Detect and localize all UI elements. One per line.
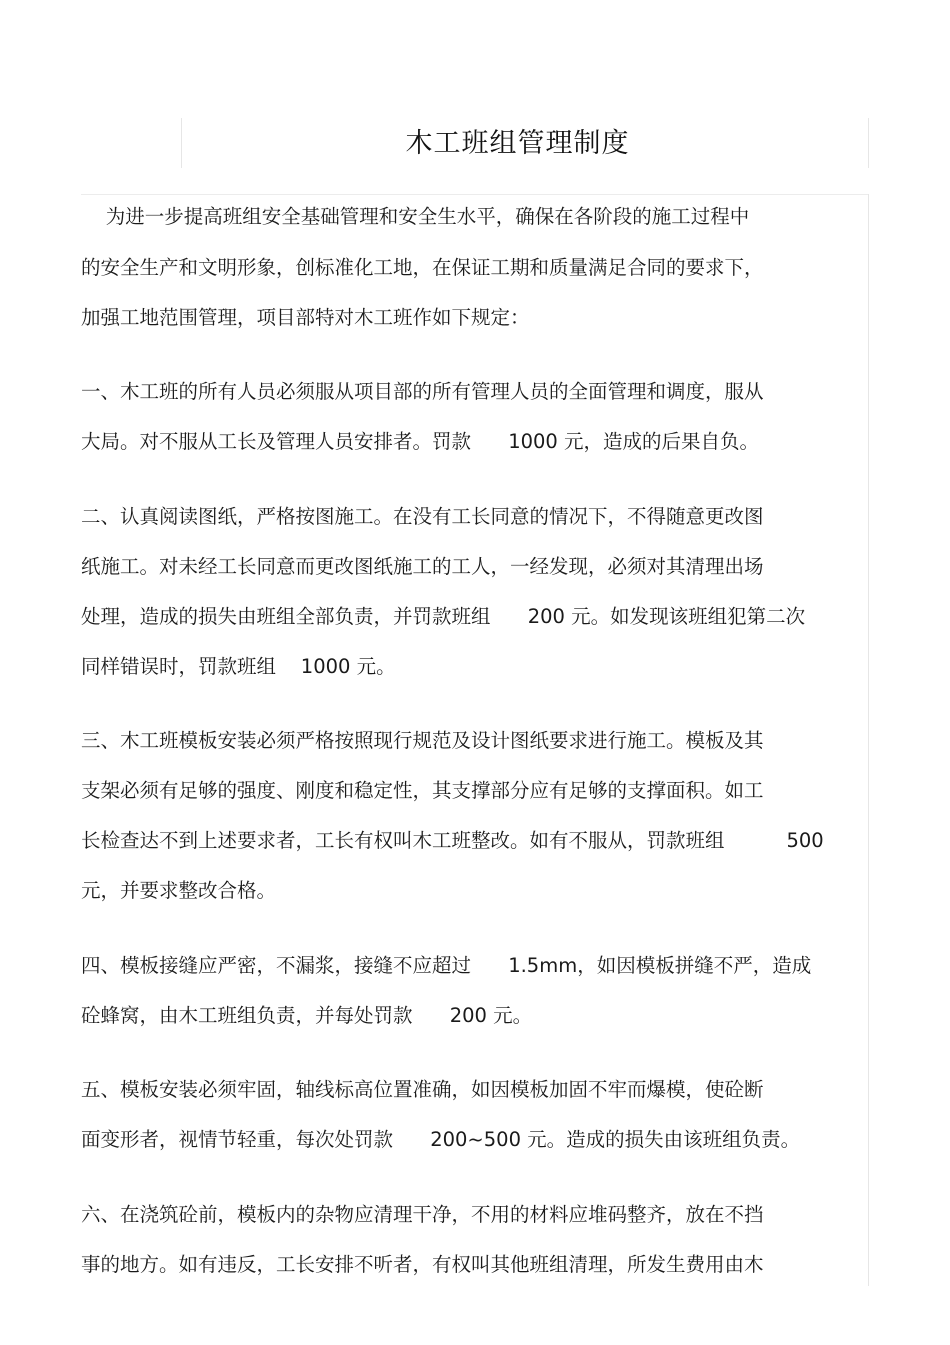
paragraph-line: 事的地方。如有违反，工长安排不听者，有权叫其他班组清理，所发生费用由木 [81,1253,764,1276]
paragraph-line: 为进一步提高班组安全基础管理和安全生水平，确保在各阶段的施工过程中 [81,205,750,228]
paragraph-line: 加强工地范围管理，项目部特对木工班作如下规定： [81,306,530,329]
paragraph-line: 同样错误时，罚款班组 1000 元。 [81,655,396,678]
paragraph-line: 六、在浇筑砼前，模板内的杂物应清理干净，不用的材料应堆码整齐，放在不挡 [81,1203,764,1226]
paragraph-line: 一、木工班的所有人员必须服从项目部的所有管理人员的全面管理和调度，服从 [81,380,764,403]
paragraph-line: 二、认真阅读图纸，严格按图施工。在没有工长同意的情况下，不得随意更改图 [81,505,764,528]
paragraph-line: 纸施工。对未经工长同意而更改图纸施工的工人，一经发现，必须对其清理出场 [81,555,764,578]
paragraph-line: 大局。对不服从工长及管理人员安排者。罚款 1000 元，造成的后果自负。 [81,430,760,453]
paragraph-line: 面变形者，视情节轻重，每次处罚款 200~500 元。造成的损失由该班组负责。 [81,1128,801,1151]
paragraph-line: 的安全生产和文明形象，创标准化工地，在保证工期和质量满足合同的要求下， [81,256,764,279]
paragraph-line: 砼蜂窝，由木工班组负责，并每处罚款 200 元。 [81,1004,533,1027]
paragraph-line: 四、模板接缝应严密，不漏浆，接缝不应超过 1.5mm，如因模板拼缝不严，造成 [81,954,812,977]
paragraph-line: 三、木工班模板安装必须严格按照现行规范及设计图纸要求进行施工。模板及其 [81,729,764,752]
paragraph-line: 元，并要求整改合格。 [81,879,277,902]
paragraph-line: 支架必须有足够的强度、刚度和稳定性，其支撑部分应有足够的支撑面积。如工 [81,779,764,802]
body-top-rule [81,194,869,195]
paragraph-line: 长检查达不到上述要求者，工长有权叫木工班整改。如有不服从，罚款班组 500 [81,829,824,852]
body-right-rule [868,194,869,1286]
document-title: 木工班组管理制度 [405,128,630,159]
paragraph-line: 五、模板安装必须牢固，轴线标高位置准确，如因模板加固不牢而爆模，使砼断 [81,1078,764,1101]
paragraph-line: 处理，造成的损失由班组全部负责，并罚款班组 200 元。如发现该班组犯第二次 [81,605,806,628]
